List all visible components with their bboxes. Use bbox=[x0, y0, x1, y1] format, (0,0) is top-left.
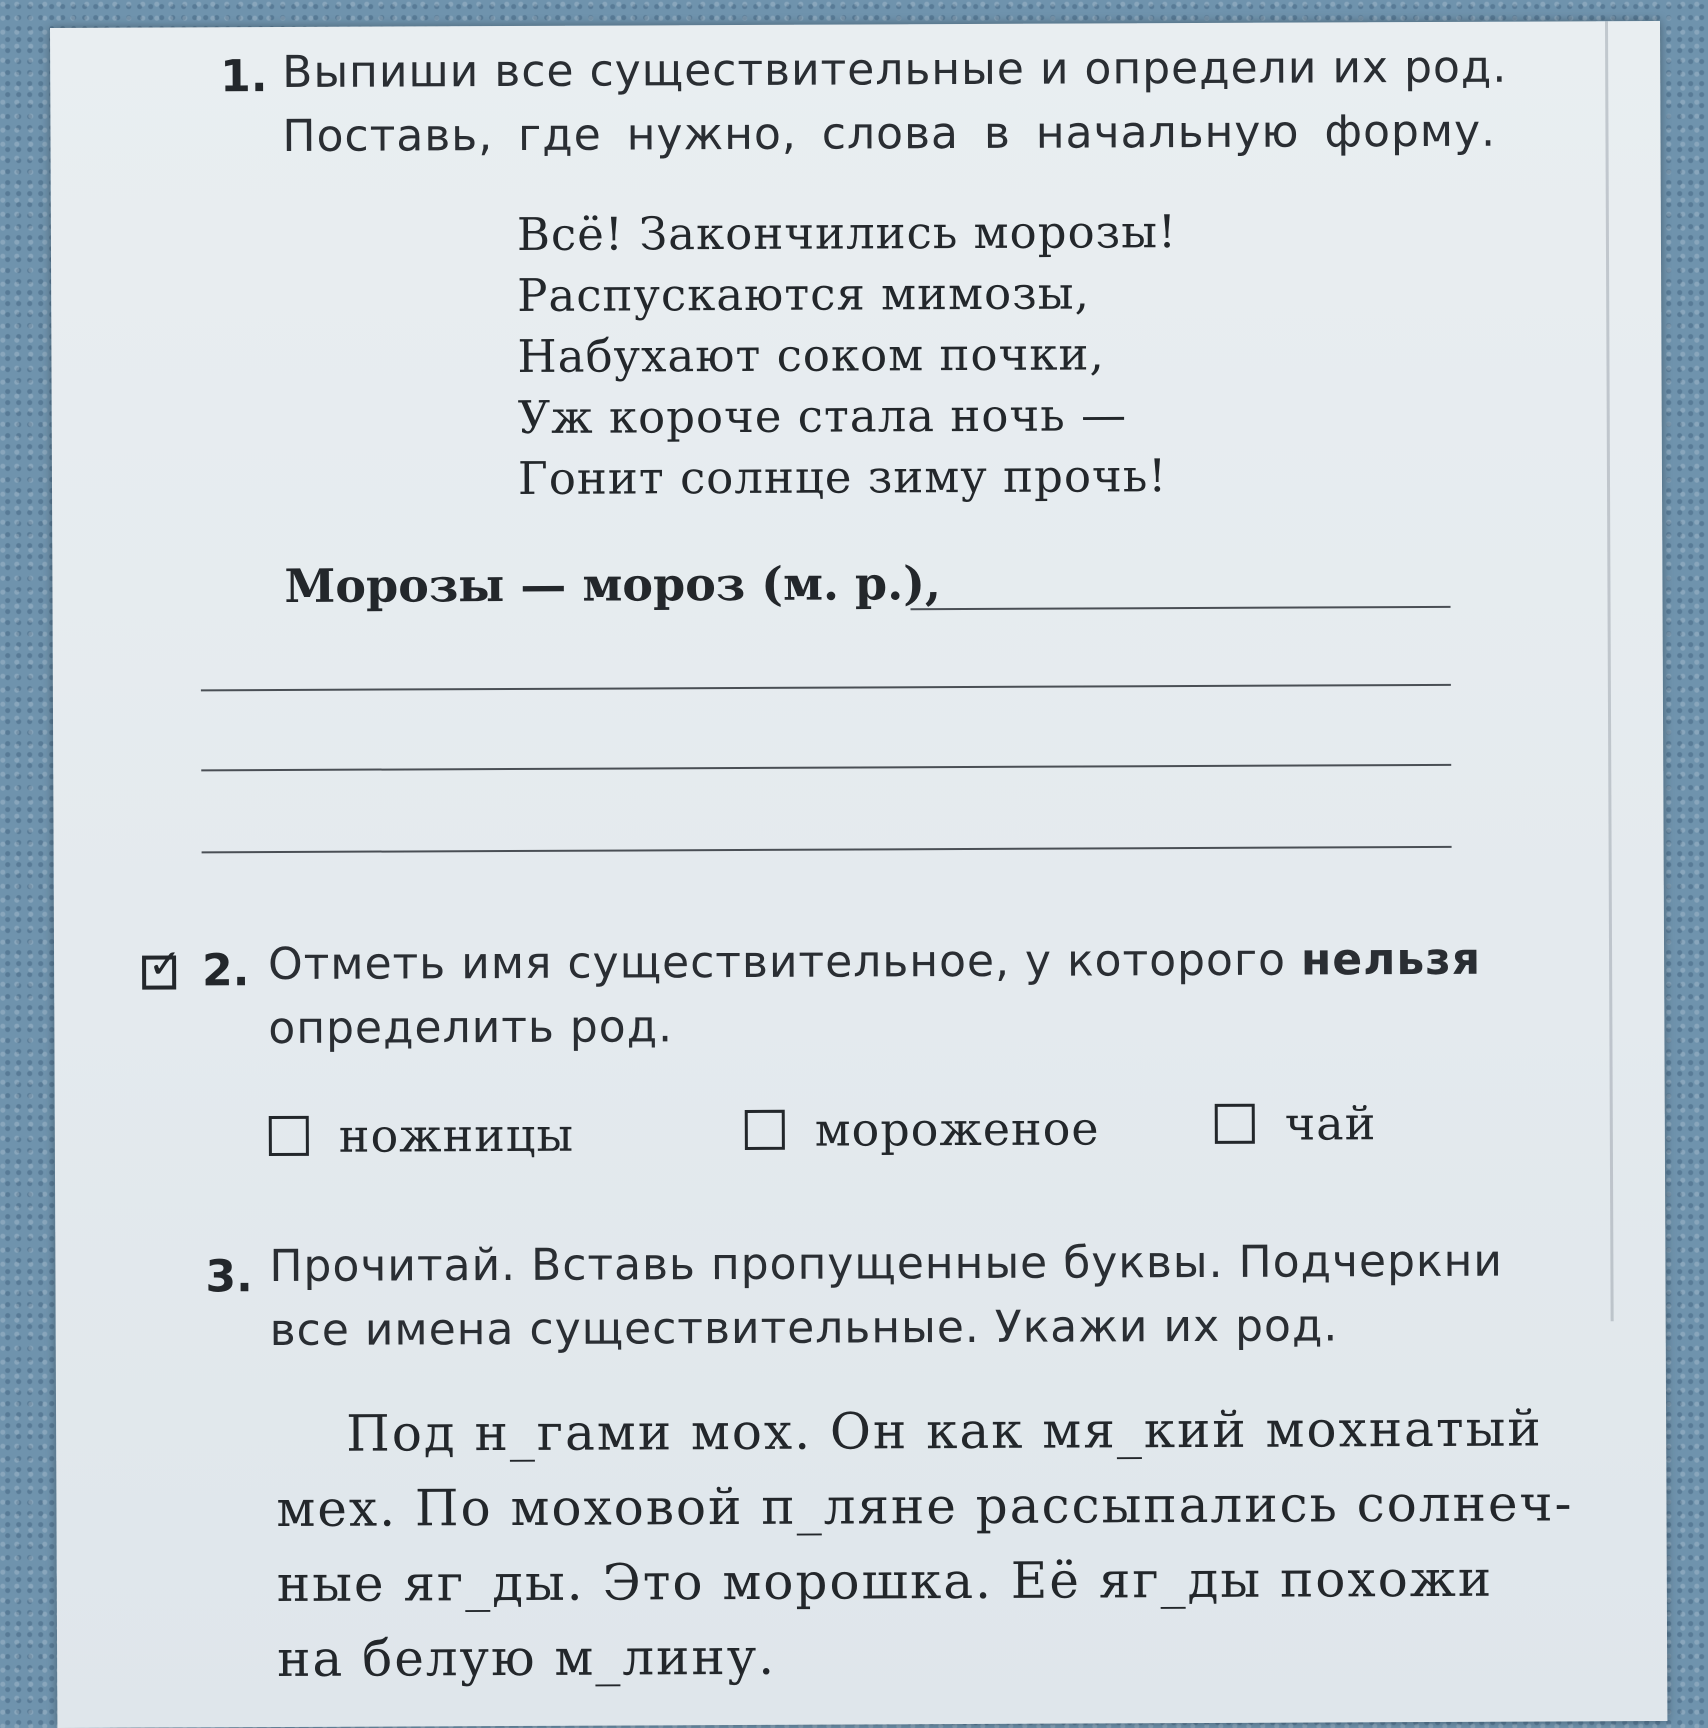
task2-text: Отметь имя существительное, у которого bbox=[267, 934, 1302, 991]
poem-line: Гонит солнце зиму прочь! bbox=[517, 449, 1168, 505]
page-crease bbox=[1605, 21, 1614, 1321]
task1-line2: Поставь, где нужно, слова в начальную форму. bbox=[282, 105, 1497, 162]
answer-line[interactable] bbox=[911, 606, 1451, 610]
option-scissors[interactable] bbox=[269, 1108, 574, 1163]
option-checkbox[interactable] bbox=[1215, 1104, 1255, 1144]
paragraph-line: Под н_гами мох. Он как мя_кий мохнатый bbox=[346, 1399, 1543, 1463]
task1-number: 1. bbox=[220, 51, 268, 103]
task2-instruction bbox=[268, 928, 1482, 1061]
task3-number: 3. bbox=[205, 1251, 253, 1303]
option-label: чай bbox=[1284, 1096, 1377, 1151]
task3-line1: Прочитай. Вставь пропущенные буквы. Подчеркни bbox=[269, 1235, 1504, 1293]
poem-line: Распускаются мимозы, bbox=[517, 266, 1090, 322]
paragraph-line: мех. По моховой п_ляне рассыпались солнеч- bbox=[276, 1474, 1574, 1539]
poem-line: Уж короче стала ночь — bbox=[517, 388, 1128, 444]
task1-line1: Выпиши все существительные и определи их род. bbox=[282, 41, 1508, 98]
task2-number: 2. bbox=[202, 945, 250, 997]
task1-instruction bbox=[282, 36, 1508, 169]
poem bbox=[517, 201, 1178, 509]
answer-line[interactable] bbox=[201, 684, 1451, 691]
option-tea[interactable] bbox=[1215, 1096, 1377, 1151]
task2-line2: определить род. bbox=[268, 1001, 674, 1055]
task1-example: Морозы — мороз (м. р.), bbox=[284, 556, 942, 613]
option-label: мороженое bbox=[814, 1101, 1100, 1157]
workbook-page bbox=[50, 21, 1667, 1728]
paragraph-line: ные яг_ды. Это морошка. Её яг_ды похожи bbox=[276, 1549, 1494, 1614]
paragraph-line: на белую м_лину. bbox=[276, 1627, 777, 1689]
option-checkbox[interactable] bbox=[745, 1110, 785, 1150]
task3-instruction bbox=[269, 1230, 1503, 1363]
poem-line: Набухают соком почки, bbox=[517, 327, 1105, 383]
checkmark-icon: ✓ bbox=[142, 955, 176, 989]
option-checkbox[interactable] bbox=[269, 1116, 309, 1156]
answer-line[interactable] bbox=[202, 846, 1452, 853]
task3-line2: все имена существительные. Укажи их род. bbox=[269, 1300, 1339, 1357]
option-label: ножницы bbox=[338, 1107, 575, 1163]
task3-paragraph bbox=[276, 1391, 1607, 1697]
option-ice-cream[interactable] bbox=[745, 1101, 1100, 1157]
poem-line: Всё! Закончились морозы! bbox=[516, 205, 1178, 261]
task2-emphasis: нельзя bbox=[1300, 933, 1482, 986]
answer-line[interactable] bbox=[201, 764, 1451, 771]
